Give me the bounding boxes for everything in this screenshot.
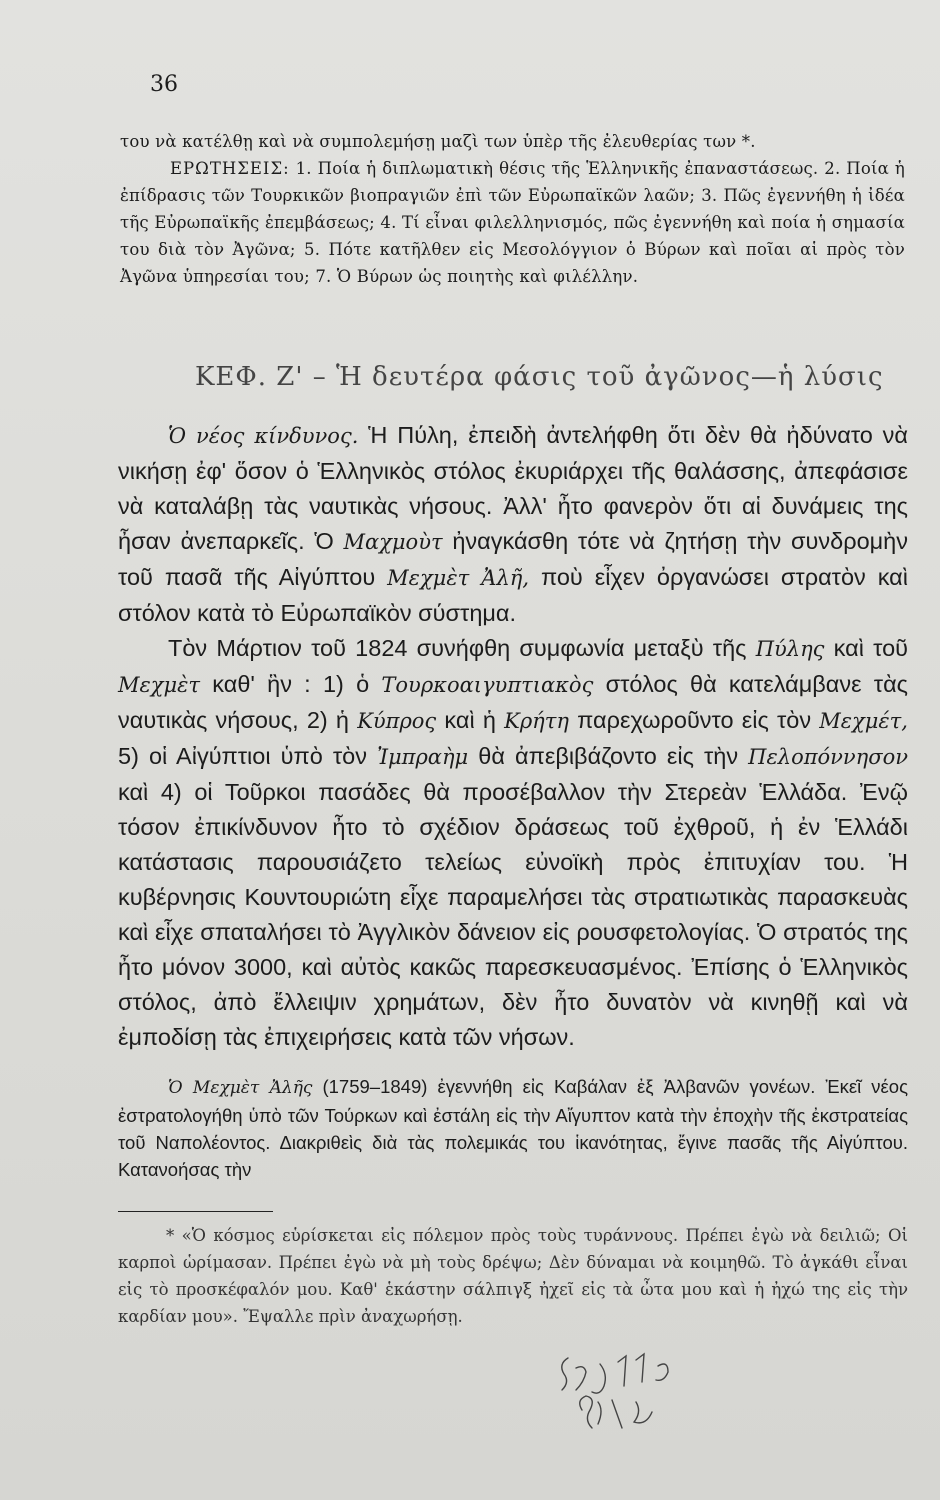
italic-name: Κύπρος xyxy=(357,709,437,733)
paragraph-text: Ἡ Πύλη, ἐπειδὴ ἀντελήφθη ὅτι δὲν θὰ ἠδύνατο νὰ νικήσῃ ἐφ' ὅσον ὁ Ἑλληνικὸς στόλος ἐκυριάρχει τῆς θαλάσσης, ἀπεφάσισε νὰ καταλάβῃ τὰς ναυτικὰς νήσους. Ἀλλ' ἦτο φανερὸν ὅτι αἱ δυνάμεις της ἦσαν ἀνεπαρκεῖς. Ὁ xyxy=(118,422,908,554)
paragraph-text: καθ' ἣν : 1) ὁ xyxy=(200,671,382,697)
questions-text: 1. Ποία ἡ διπλωματικὴ θέσις τῆς Ἑλληνικῆς ἐπαναστάσεως. 2. Ποία ἡ ἐπίδρασις τῶν Τουρκικῶν βιοπραγιῶν ἐπὶ τῶν Εὐρωπαϊκῶν λαῶν; 3. Πῶς ἐγεννήθη ἡ ἰδέα τῆς Εὐρωπαϊκῆς ἐπεμβάσεως; 4. Τί εἶναι φιλελληνισμός, πῶς ἐγεννήθη καὶ ποία ἡ σημασία του διὰ τὸν Ἀγῶνα; 5. Πότε κατῆλθεν εἰς Μεσολόγγιον ὁ Βύρων καὶ ποῖαι αἱ πρὸς τὸν Ἀγῶνα ὑπηρεσίαι του; 7. Ὁ Βύρων ὡς ποιητὴς καὶ φιλέλλην. xyxy=(120,159,905,286)
italic-name: Μαχμοὺτ xyxy=(343,530,443,554)
questions-label: ΕΡΩΤΗΣΕΙΣ: xyxy=(170,159,290,178)
biography-text: (1759–1849) ἐγεννήθη εἰς Καβάλαν ἐξ Ἀλβανῶν γονέων. Ἐκεῖ νέος ἐστρατολογήθη ὑπὸ τῶν Τούρκων καὶ ἐστάλη εἰς τὴν Αἴγυπτον κατὰ τὴν ἐποχὴν τῆς ἐκστρατείας τοῦ Ναπολέοντος. Διακριθεὶς διὰ τὰς πολεμικάς του ἱκανότητας, ἔγινε πασᾶς τῆς Αἰγύπτου. Κατανοήσας τὴν xyxy=(118,1076,908,1180)
footnote-divider xyxy=(118,1211,273,1212)
italic-name: Μεχμὲτ xyxy=(118,673,201,697)
section-lead-italic: Ὁ νέος κίνδυνος. xyxy=(168,424,359,448)
paragraph-text: θὰ ἀπεβιβάζοντο εἰς τὴν xyxy=(468,743,749,769)
intro-line: του νὰ κατέλθῃ καὶ νὰ συμπολεμήσῃ μαζὶ των ὑπὲρ τῆς ἐλευθερίας των *. xyxy=(120,132,756,151)
footnote: * «Ὁ κόσμος εὑρίσκεται εἰς πόλεμον πρὸς τοὺς τυράννους. Πρέπει ἐγὼ νὰ δειλιῶ; Οἱ καρποὶ ὡρίμασαν. Πρέπει ἐγὼ νὰ μὴ τοὺς δρέψω; Δὲν δύναμαι νὰ κοιμηθῶ. Τὸ ἀγκάθι εἶναι εἰς τὸ προσκέφαλόν μου. Καθ' ἑκάστην σάλπιγξ ἠχεῖ εἰς τὰ ὦτα μου καὶ ἡ ἠχώ της εἰς τὴν καρδίαν μου». Ἔψαλλε πρὶν ἀναχωρήσῃ. xyxy=(118,1226,908,1326)
paragraph-text: στόλος θὰ κατελάμβανε τὰς ναυτικὰς νήσους, 2) ἡ xyxy=(118,671,909,733)
questions-block xyxy=(120,155,905,290)
italic-name: Πύλης xyxy=(755,637,825,661)
italic-name: Πελοπόννησον xyxy=(748,745,909,769)
italic-name: Κρήτη xyxy=(504,709,569,733)
paragraph-text: καὶ τοῦ xyxy=(824,635,908,661)
italic-name: Μεχμέτ, xyxy=(819,709,908,733)
biography-name: Ὁ Μεχμὲτ Ἀλῆς xyxy=(168,1078,313,1098)
intro-section xyxy=(120,128,905,290)
handwritten-annotation xyxy=(540,1340,720,1460)
italic-name: Μεχμὲτ Ἀλῆ, xyxy=(387,566,530,590)
paragraph-text: ποὺ εἶχεν ὀργανώσει στρατὸν καὶ στόλον κατὰ τὸ Εὐρωπαϊκὸν σύστημα. xyxy=(118,564,908,626)
paragraph-text: 5) οἱ Αἰγύπτιοι ὑπὸ τὸν xyxy=(118,743,378,769)
paragraph-text: παρεχωροῦντο εἰς τὸν xyxy=(568,707,820,733)
paragraph-agreement xyxy=(118,631,908,1055)
paragraph-new-danger xyxy=(118,418,908,631)
italic-name: Ἰμπραὴμ xyxy=(377,745,469,769)
paragraph-text: ἠναγκάσθη τότε νὰ ζητήσῃ τὴν συνδρομὴν τοῦ πασᾶ τῆς Αἰγύπτου xyxy=(118,528,908,590)
chapter-heading: ΚΕΦ. Ζ' – Ἡ δευτέρα φάσις τοῦ ἀγῶνος—ἡ λύσις xyxy=(195,362,884,392)
paragraph-text: καὶ 4) οἱ Τοῦρκοι πασάδες θὰ προσέβαλλον τὴν Στερεὰν Ἑλλάδα. Ἐνῷ τόσον ἐπικίνδυνον ἦτο τὸ σχέδιον δράσεως τοῦ ἐχθροῦ, ἡ ἐν Ἑλλάδι κατάστασις παρουσιάζετο τελείως εὐνοϊκὴ πρὸς ἐπιτυχίαν του. Ἡ κυβέρνησις Κουντουριώτη εἶχε παραμελήσει τὰς στρατιωτικὰς παρασκευὰς καὶ εἶχε σπαταλήσει τὸ Ἀγγλικὸν δάνειον εἰς ρουσφετολογίας. Ὁ στρατός της ἦτο μόνον 3000, καὶ αὐτὸς κακῶς παρεσκευασμένος. Ἐπίσης ὁ Ἑλληνικὸς στόλος, ἀπὸ ἔλλειψιν χρημάτων, δὲν ἦτο δυνατὸν νὰ κινηθῇ καὶ νὰ ἐμποδίσῃ τὰς ἐπιχειρήσεις κατὰ τῶν νήσων. xyxy=(118,779,908,1050)
handwriting-scribble xyxy=(540,1340,720,1460)
italic-name: Τουρκοαιγυπτιακὸς xyxy=(381,673,594,697)
page-number: 36 xyxy=(150,72,178,97)
paragraph-text: καὶ ἡ xyxy=(436,707,505,733)
main-text xyxy=(118,418,908,1055)
biography-note xyxy=(118,1073,908,1183)
paragraph-text: Τὸν Μάρτιον τοῦ 1824 συνήφθη συμφωνία μεταξὺ τῆς xyxy=(168,635,756,661)
